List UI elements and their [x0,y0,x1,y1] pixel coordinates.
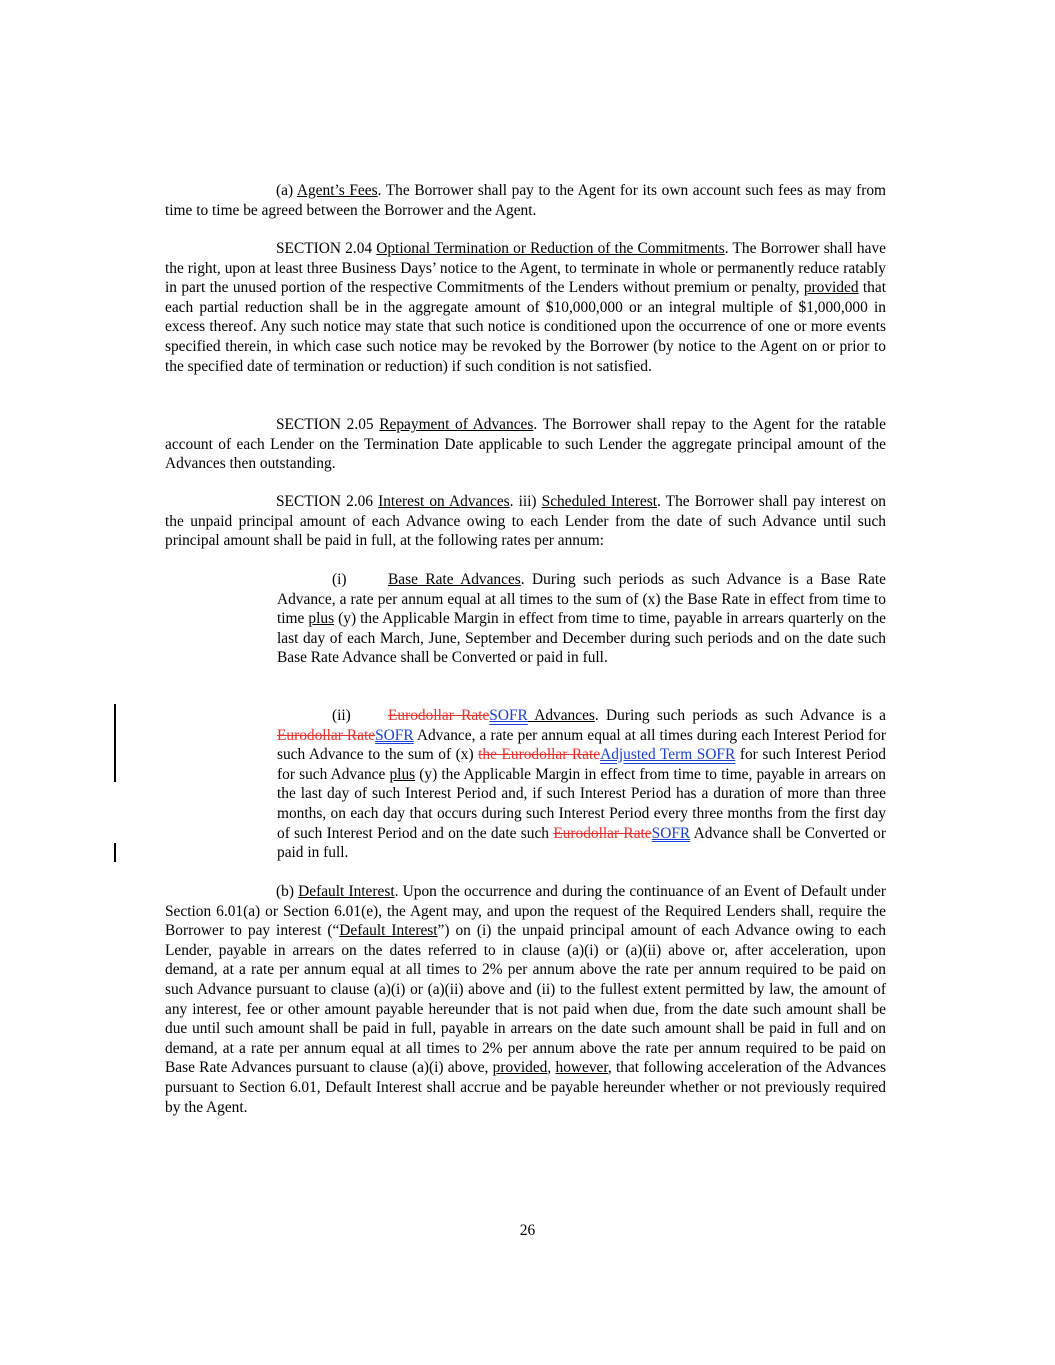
paragraph-agents-fees [165,181,886,220]
section-2-06 [165,492,886,551]
deleted-text: Eurodollar Rate [553,824,652,842]
item-label: (ii) [332,707,351,724]
item-heading: Advances [527,707,595,724]
deleted-text: Eurodollar Rate [277,726,376,744]
clause-text: . Upon the occurrence and during the continuance of an Event of Default under Section 6.01(a) or Section 6.01(e), the Agent may, and upon the request of the Required Lenders shall, require the Borrower to pay interest (“ [165,883,887,940]
provided-term: provided [803,279,859,297]
clause-text: . The Borrower shall pay to the Agent for its own account such fees as may from time to time be agreed between the Borrower and the Agent. [165,182,886,219]
section-heading: Interest on Advances [378,493,510,510]
section-text: . The Borrower shall have the right, upon at least three Business Days’ notice to the Agent, to terminate in whole or permanently reduce ratably in part the unused portion of the respective Commitments of the Lenders without premium or penalty, [165,240,886,297]
plus-term: plus [389,765,416,783]
section-text-cont: that each partial reduction shall be in the aggregate amount of $10,000,000 or an integral multiple of $1,000,000 in excess thereof. Any such notice may state that such notice is conditioned upon the occurrence of one or more events specified therein, in which case such notice may be revoked by the Borrower (by notice to the Agent on or prior to the specified date of termination or reduction) if such condition is not satisfied. [165,279,886,375]
item-ii-sofr-advances [277,706,886,863]
inserted-text: SOFR [375,726,414,744]
clause-heading: Agent’s Fees [296,182,378,199]
item-text: (y) the Applicable Margin in effect from time to time, payable in arrears on the last day of such Interest Period and, if such Interest Period has a duration of more than three months, on each day that occurs during such Interest Period every three months from the first day of such Interest Period and on the date such [277,765,886,842]
item-i-base-rate-advances [277,570,886,668]
section-label: SECTION 2.04 [276,240,377,257]
page-number: 26 [519,1222,536,1239]
section-label: SECTION 2.06 [276,493,379,510]
defined-term: Default Interest [339,922,438,940]
item-text: for such Interest Period for such Advance [277,746,886,783]
plus-term: plus [308,610,335,628]
inserted-text: Adjusted Term SOFR [600,746,736,764]
clause-text: ”) on (i) the unpaid principal amount of each Advance owing to each Lender, payable in arrears on the dates referred to in clause (a)(i) or (a)(ii) above or, after acceleration, upon demand, at a rate per annum equal at all times to 2% per annum above the rate per annum required to be paid on such Advance pursuant to clause (a)(i) or (a)(ii) above and (ii) to the fullest extent permitted by law, the amount of any interest, fee or other amount payable hereunder that is not paid when due, from the date such amount shall be due until such amount shall be paid in full, payable in arrears on the date such amount shall be paid in full and on demand, at a rate per annum equal at all times to 2% per annum above the rate per annum required to be paid on Base Rate Advances pursuant to clause (a)(i) above, [165,922,886,1077]
however-term: however [555,1059,608,1077]
section-heading: Optional Termination or Reduction of the Commitments [376,240,725,257]
change-bar [114,843,116,862]
clause-heading: Default Interest [298,883,395,900]
inserted-text: SOFR [651,824,691,842]
section-heading: Repayment of Advances [379,416,534,433]
item-text-cont: (y) the Applicable Margin in effect from time to time, payable in arrears quarterly on the last day of each March, June, September and December during such periods and on the date such Base Rate Advance shall be Converted or paid in full. [277,610,887,667]
section-label: SECTION 2.05 [276,416,380,433]
item-label: (i) [332,571,347,588]
section-2-04 [165,239,886,376]
item-heading: Base Rate Advances [388,571,521,588]
subclause-label: . iii) [509,493,542,510]
inserted-text: SOFR [489,707,528,724]
item-text: Advance shall be Converted or paid in full. [277,824,886,862]
clause-text: , that following acceleration of the Advances pursuant to Section 6.01, Default Interest shall accrue and be payable hereunder whether or not previously required by the Agent. [165,1059,886,1116]
item-text: Advance, a rate per annum equal at all times during each Interest Period for such Advance to the sum of (x) [277,726,886,764]
deleted-text: the Eurodollar Rate [478,746,601,764]
section-text: . The Borrower shall pay interest on the unpaid principal amount of each Advance owing to each Lender from the date of such Advance until such principal amount shall be paid in full, at the following rates per annum: [165,493,887,550]
change-bar [114,704,116,782]
provided-term: provided [492,1059,548,1077]
clause-label: (a) [276,182,297,199]
item-text: . During such periods as such Advance is a [594,707,886,724]
subclause-heading: Scheduled Interest [541,493,658,510]
item-text: . During such periods as such Advance is a Base Rate Advance, a rate per annum equal at all times to the sum of (x) the Base Rate in effect from time to time [277,571,886,628]
paragraph-default-interest: (b) Default Interest. Upon the occurrence and during the continuance of an Event of Default under Section 6.01(a) or Section 6.01(e), the Agent may, and upon the request of the Required Lenders shall, require the Borrower to pay interest (“Default Interest”) on (i) the unpaid principal amount of each Advance owing to each Lender, payable in arrears on the dates referred to in clause (a)(i) or (a)(ii) above or, after acceleration, upon demand, at a rate per annum equal at all times to 2% per annum above the rate per annum required to be paid on such Advance pursuant to clause (a)(i) or (a)(ii) above and (ii) to the fullest extent permitted by law, the amount of any interest, fee or other amount payable hereunder that is not paid when due, from the date such amount shall be due until such amount shall be paid in full, payable in arrears on the date such amount shall be paid in full and on demand, at a rate per annum equal at all times to 2% per annum above the rate per annum required to be paid on Base Rate Advances pursuant to clause (a)(i) above, provided, however, that following acceleration of the Advances pursuant to Section 6.01, Default Interest shall accrue and be payable hereunder whether or not previously required by the Agent. [165,883,887,1116]
section-text: . The Borrower shall repay to the Agent for the ratable account of each Lender on the Termination Date applicable to such Lender the aggregate principal amount of the Advances then outstanding. [165,416,886,473]
section-2-05 [165,415,886,474]
clause-label: (b) [276,883,299,900]
deleted-text: Eurodollar Rate [388,707,490,724]
